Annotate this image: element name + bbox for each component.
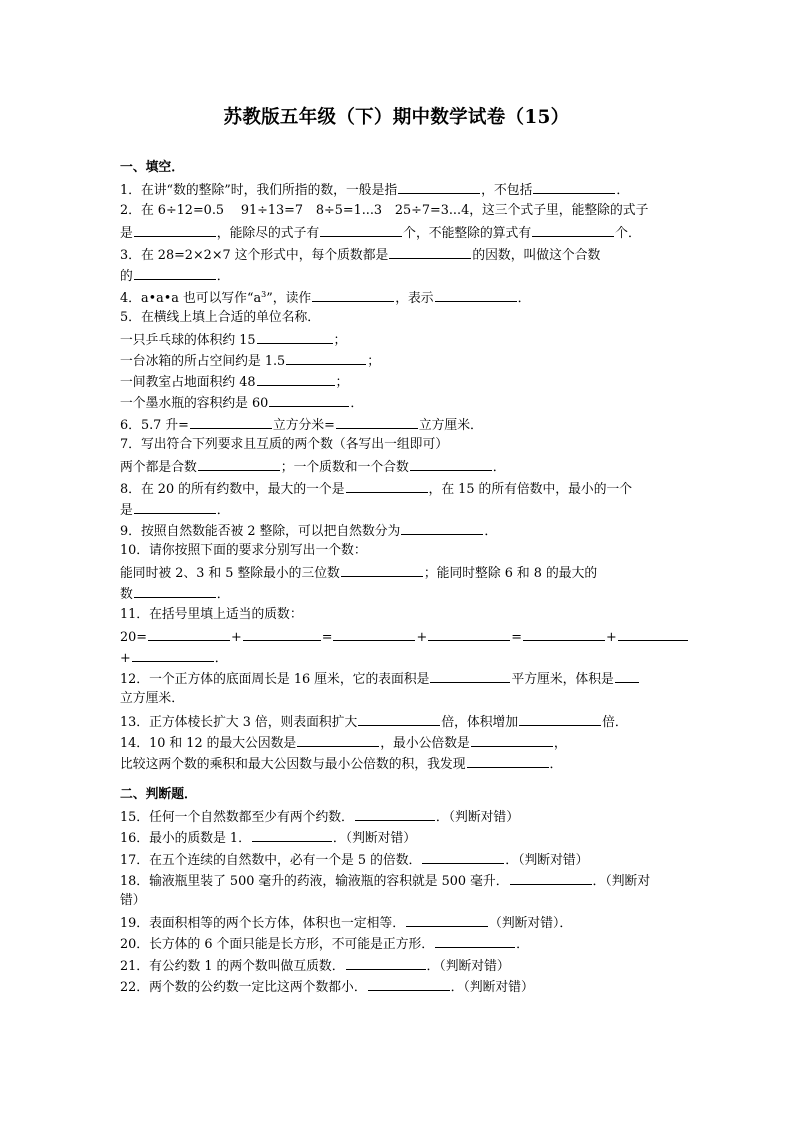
question-10-cont: 能同时被 2、3 和 5 整除最小的三位数 ；能同时整除 6 和 8 的最大的 bbox=[120, 566, 598, 581]
question-14-cont: 比较这两个数的乘积和最大公因数与最小公倍数的积，我发现 ． bbox=[120, 757, 563, 772]
answer-blank[interactable] bbox=[198, 458, 280, 471]
question-22: 22．两个数的公约数一定比这两个数都小． ．（判断对错） bbox=[120, 980, 534, 995]
answer-blank[interactable] bbox=[134, 501, 216, 514]
question-20: 20．长方体的 6 个面只能是长方形，不可能是正方形． ． bbox=[120, 937, 529, 952]
question-5-item-2: 一台冰箱的所占空间约是 1.5 ； bbox=[120, 354, 380, 369]
answer-blank[interactable] bbox=[430, 670, 510, 683]
question-18-cont: 错） bbox=[120, 893, 146, 908]
answer-blank[interactable] bbox=[333, 628, 415, 641]
question-11-cont: + ． bbox=[120, 651, 228, 666]
question-17: 17．在五个连续的自然数中，必有一个是 5 的倍数． ．（判断对错） bbox=[120, 853, 589, 868]
answer-blank[interactable] bbox=[134, 224, 216, 237]
answer-blank[interactable] bbox=[368, 978, 450, 991]
answer-blank[interactable] bbox=[533, 181, 615, 194]
question-14: 14．10 和 12 的最大公因数是 ，最小公倍数是 ， bbox=[120, 736, 567, 751]
answer-blank[interactable] bbox=[428, 628, 510, 641]
answer-blank[interactable] bbox=[523, 628, 605, 641]
question-3-cont: 的 ． bbox=[120, 269, 230, 284]
question-2-cont: 是 ，能除尽的式子有 个，不能整除的算式有 个． bbox=[120, 226, 641, 241]
answer-blank[interactable] bbox=[435, 935, 515, 948]
answer-blank[interactable] bbox=[269, 394, 349, 407]
question-15: 15．任何一个自然数都至少有两个约数． ．（判断对错） bbox=[120, 810, 520, 825]
answer-blank[interactable] bbox=[519, 713, 601, 726]
answer-blank[interactable] bbox=[355, 808, 435, 821]
answer-blank[interactable] bbox=[510, 872, 592, 885]
question-4: 4．a•a•a 也可以写作“$a^3$”，读作 ，表示 ． bbox=[120, 290, 531, 306]
question-5-item-1: 一只乒乓球的体积约 15 ； bbox=[120, 333, 347, 348]
answer-blank[interactable] bbox=[618, 628, 688, 641]
question-19: 19．表面积相等的两个长方体，体积也一定相等． （判断对错）． bbox=[120, 916, 573, 931]
question-13: 13．正方体棱长扩大 3 倍，则表面积扩大 倍，体积增加 倍． bbox=[120, 715, 628, 730]
question-12: 12．一个正方体的底面周长是 16 厘米，它的表面积是 平方厘米，体积是 bbox=[120, 670, 640, 688]
answer-blank[interactable] bbox=[257, 331, 333, 344]
answer-blank[interactable] bbox=[320, 224, 402, 237]
answer-blank[interactable] bbox=[134, 267, 216, 280]
question-12-cont: 立方厘米． bbox=[120, 691, 184, 706]
question-2: 2．在 6÷12=0.5 91÷13=7 8÷5=1...3 25÷7=3...4，这三个式子里，能整除的式子 bbox=[120, 203, 649, 218]
answer-blank[interactable] bbox=[410, 458, 492, 471]
answer-blank[interactable] bbox=[190, 416, 272, 429]
question-9: 9．按照自然数能否被 2 整除，可以把自然数分为 ． bbox=[120, 524, 498, 539]
answer-blank[interactable] bbox=[346, 957, 426, 970]
question-7: 7．写出符合下列要求且互质的两个数（各写出一组即可） bbox=[120, 437, 449, 452]
page-title: 苏教版五年级（下）期中数学试卷（15） bbox=[223, 107, 570, 128]
question-10-cont-2: 数 ． bbox=[120, 587, 230, 602]
answer-blank[interactable] bbox=[257, 373, 335, 386]
answer-blank[interactable] bbox=[297, 734, 379, 747]
answer-blank[interactable] bbox=[615, 670, 639, 683]
answer-blank[interactable] bbox=[471, 734, 553, 747]
answer-blank[interactable] bbox=[252, 829, 332, 842]
answer-blank[interactable] bbox=[132, 649, 214, 662]
question-18: 18．输液瓶里装了 500 毫升的药液，输液瓶的容积就是 500 毫升． ．（判断对 bbox=[120, 874, 651, 889]
question-7-cont: 两个都是合数 ；一个质数和一个合数 ． bbox=[120, 460, 506, 475]
section-true-false-heading: 二、判断题． bbox=[120, 787, 197, 802]
question-21: 21．有公约数 1 的两个数叫做互质数． ．（判断对错） bbox=[120, 959, 510, 974]
question-8-cont: 是 ． bbox=[120, 503, 230, 518]
question-5: 5．在横线上填上合适的单位名称． bbox=[120, 310, 321, 325]
answer-blank[interactable] bbox=[341, 564, 423, 577]
answer-blank[interactable] bbox=[336, 416, 418, 429]
answer-blank[interactable] bbox=[346, 480, 428, 493]
answer-blank[interactable] bbox=[148, 628, 230, 641]
answer-blank[interactable] bbox=[398, 181, 480, 194]
answer-blank[interactable] bbox=[134, 585, 216, 598]
answer-blank[interactable] bbox=[467, 755, 549, 768]
question-10: 10．请你按照下面的要求分别写出一个数： bbox=[120, 543, 367, 558]
answer-blank[interactable] bbox=[358, 713, 440, 726]
question-11: 11．在括号里填上适当的质数： bbox=[120, 607, 303, 622]
question-3: 3．在 28=2×2×7 这个形式中，每个质数都是 的因数，叫做这个合数 bbox=[120, 248, 601, 263]
question-16: 16．最小的质数是 1． ．（判断对错） bbox=[120, 831, 417, 846]
answer-blank[interactable] bbox=[435, 289, 517, 302]
answer-blank[interactable] bbox=[422, 851, 504, 864]
question-5-item-4: 一个墨水瓶的容积约是 60 ． bbox=[120, 396, 364, 411]
answer-blank[interactable] bbox=[312, 289, 394, 302]
question-11-equation: 20= + = + = + bbox=[120, 628, 689, 646]
question-5-item-3: 一间教室占地面积约 48 ； bbox=[120, 375, 349, 390]
answer-blank[interactable] bbox=[243, 628, 321, 641]
answer-blank[interactable] bbox=[532, 224, 614, 237]
question-1: 1．在讲“数的整除”时，我们所指的数，一般是指 ，不包括 ． bbox=[120, 183, 630, 198]
answer-blank[interactable] bbox=[401, 522, 483, 535]
question-6: 6．5.7 升= 立方分米= 立方厘米． bbox=[120, 418, 483, 433]
answer-blank[interactable] bbox=[286, 352, 366, 365]
section-fill-in-heading: 一、填空． bbox=[120, 160, 184, 175]
answer-blank[interactable] bbox=[389, 246, 471, 259]
question-8: 8．在 20 的所有约数中，最大的一个是 ，在 15 的所有倍数中，最小的一个 bbox=[120, 482, 633, 497]
answer-blank[interactable] bbox=[406, 914, 488, 927]
